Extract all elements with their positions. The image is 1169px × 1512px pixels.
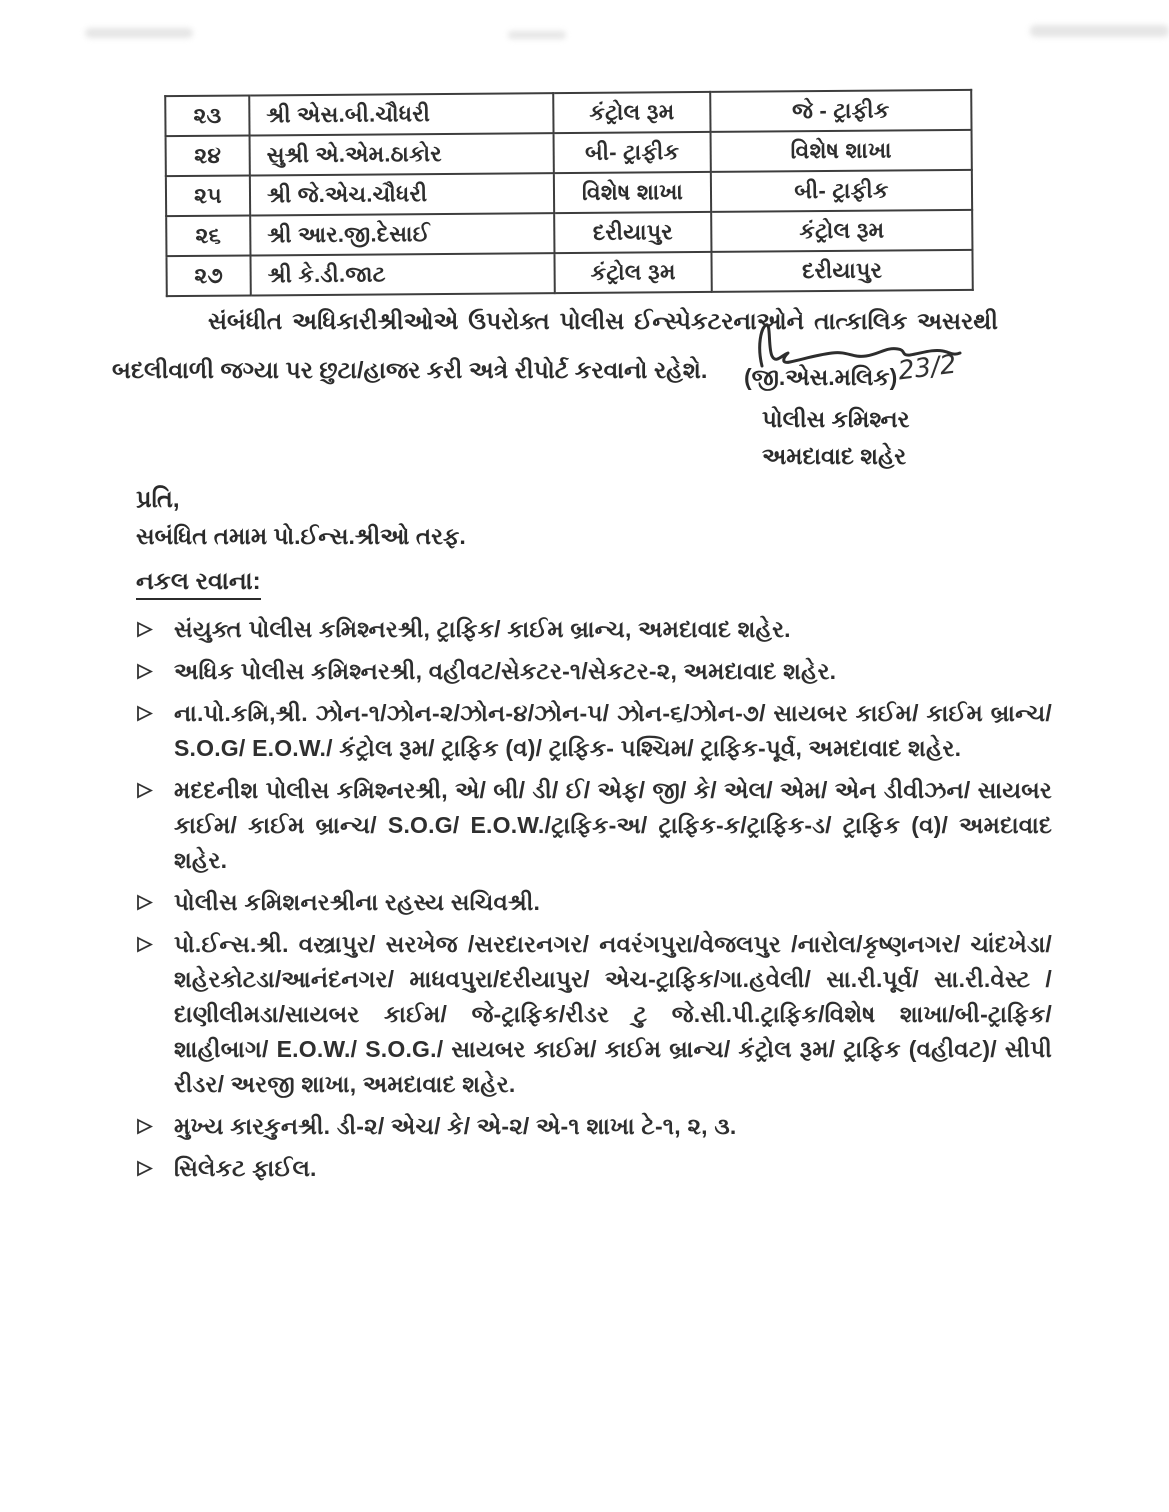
- to-label: પ્રતિ,: [136, 486, 180, 513]
- cell-serial: ૨૪: [166, 136, 250, 177]
- copies-heading: નકલ રવાના:: [136, 568, 261, 600]
- cell-post-to: કંટ્રોલ રૂમ: [711, 210, 972, 252]
- cell-serial: ૨૭: [166, 256, 250, 297]
- copy-item-text: અધિક પોલીસ કમિશ્નરશ્રી, વહીવટ/સેકટર-૧/સેકટર-૨, અમદાવાદ શહેર.: [174, 658, 837, 684]
- copy-item: [136, 885, 1052, 920]
- scan-smudge: [508, 31, 566, 39]
- address-block: [136, 486, 1052, 1193]
- arrow-bullet-icon: [136, 1151, 174, 1182]
- copy-item: [136, 773, 1052, 878]
- arrow-bullet-icon: [136, 654, 174, 685]
- copy-item-text: મદદનીશ પોલીસ કમિશ્નરશ્રી, એ/ બી/ ડી/ ઈ/ એફ/ જી/ કે/ એલ/ એમ/ એન ડીવીઝન/ સાયબર કાઈમ/ કાઈમ બ્રાન્ચ/ S.O.G/ E.O.W./ટ્રાફિક-અ/ ટ્રાફિક-ક/ટ્રાફિક-ડ/ ટ્રાફિક (વ)/ અમદાવાદ શહેર.: [174, 777, 1052, 873]
- copy-item: [136, 1109, 1052, 1144]
- signatory-name: (જી.એસ.મલિક): [744, 364, 898, 390]
- copy-item: [136, 927, 1052, 1102]
- cell-serial: ૨૬: [166, 216, 250, 257]
- cell-serial: ૨૩: [165, 96, 249, 137]
- copy-item: [136, 1151, 1052, 1186]
- cell-officer-name: સુશ્રી એ.એમ.ઠાકોર: [250, 133, 554, 175]
- cell-post-from: દરીયાપુર: [554, 212, 711, 253]
- to-recipient: સબંધિત તમામ પો.ઈન્સ.શ્રીઓ તરફ.: [136, 523, 466, 549]
- table-row: [166, 210, 972, 256]
- scan-smudge: [1030, 25, 1169, 37]
- copy-item-text: સિલેકટ ફાઈલ.: [174, 1155, 317, 1181]
- arrow-bullet-icon: [136, 612, 174, 643]
- arrow-bullet-icon: [136, 1109, 174, 1140]
- cell-post-from: બી- ટ્રાફીક: [554, 132, 711, 173]
- cell-officer-name: શ્રી કે.ડી.જાટ: [250, 253, 554, 295]
- table-row: [165, 90, 971, 136]
- arrow-bullet-icon: [136, 927, 174, 958]
- copies-list: [136, 612, 1052, 1186]
- copy-item-text: ના.પો.કમિ,શ્રી. ઝોન-૧/ઝોન-૨/ઝોન-૪/ઝોન-૫/ ઝોન-૬/ઝોન-૭/ સાયબર કાઈમ/ કાઈમ બ્રાન્ચ/ S.O.G/ E.O.W./ કંટ્રોલ રૂમ/ ટ્રાફિક (વ)/ ટ્રાફિક- પશ્ચિમ/ ટ્રાફિક-પૂર્વ, અમદાવાદ શહેર.: [174, 700, 1052, 761]
- cell-post-to: બી- ટ્રાફીક: [711, 170, 972, 212]
- copy-item: [136, 696, 1052, 766]
- table-row: [166, 170, 972, 216]
- transfer-table: [164, 89, 974, 297]
- cell-officer-name: શ્રી એસ.બી.ચૌધરી: [249, 93, 553, 135]
- cell-post-from: કંટ્રોલ રૂમ: [553, 92, 710, 133]
- cell-post-to: વિશેષ શાખા: [711, 130, 972, 172]
- signatory-designation: પોલીસ કમિશ્નર: [762, 406, 910, 432]
- signature-block: [744, 318, 1044, 470]
- arrow-bullet-icon: [136, 885, 174, 916]
- signatory-place: અમદાવાદ શહેર: [762, 443, 907, 469]
- cell-post-from: વિશેષ શાખા: [554, 172, 711, 213]
- cell-serial: ૨૫: [166, 176, 250, 217]
- scan-smudge: [85, 28, 193, 38]
- order-paragraph: સંબંધીત અધિકારીશ્રીઓએ ઉપરોક્ત પોલીસ ઈન્સ્પેકટરનાઓને તાત્કાલિક અસરથી બદલીવાળી જગ્યા પર છુટા/હાજર કરી અત્રે રીપોર્ટ કરવાનો રહેશે.: [112, 308, 998, 383]
- cell-officer-name: શ્રી જે.એચ.ચૌધરી: [250, 173, 554, 215]
- copy-item-text: પોલીસ કમિશનરશ્રીના રહસ્ય સચિવશ્રી.: [174, 889, 541, 915]
- cell-post-to: જે - ટ્રાફીક: [710, 90, 971, 132]
- copy-item-text: સંયુક્ત પોલીસ કમિશ્નરશ્રી, ટ્રાફિક/ કાઈમ બ્રાન્ચ, અમદાવાદ શહેર.: [174, 616, 791, 642]
- signature-handwritten-date: 23/2: [896, 349, 959, 387]
- arrow-bullet-icon: [136, 696, 174, 727]
- table-row: [166, 130, 972, 176]
- copy-item: [136, 612, 1052, 647]
- copy-item: [136, 654, 1052, 689]
- cell-post-to: દરીયાપુર: [711, 250, 972, 292]
- arrow-bullet-icon: [136, 773, 174, 804]
- table-row: [166, 250, 972, 296]
- cell-officer-name: શ્રી આર.જી.દેસાઈ: [250, 213, 554, 255]
- cell-post-from: કંટ્રોલ રૂમ: [554, 252, 711, 293]
- copy-item-text: મુખ્ય કારકુનશ્રી. ડી-૨/ એચ/ કે/ એ-૨/ એ-૧ શાખા ટે-૧, ૨, ૩.: [174, 1113, 737, 1139]
- copy-item-text: પો.ઈન્સ.શ્રી. વસ્ત્રાપુર/ સરખેજ /સરદારનગર/ નવરંગપુરા/વેજલપુર /નારોલ/કૃષ્ણનગર/ ચાંદખેડા/શહેરકોટડા/આનંદનગર/ માધવપુરા/દરીયાપુર/ એચ-ટ્રાફિક/ગા.હવેલી/ સા.રી.પૂર્વ/ સા.રી.વેસ્ટ /દાણીલીમડા/સાયબર કાઈમ/ જે-ટ્રાફિક/રીડર ટુ જે.સી.પી.ટ્રાફિક/વિશેષ શાખા/બી-ટ્રાફિક/ શાહીબાગ/ E.O.W./ S.O.G./ સાયબર કાઈમ/ કાઈમ બ્રાન્ચ/ કંટ્રોલ રૂમ/ ટ્રાફિક (વહીવટ)/ સીપી રીડર/ અરજી શાખા, અમદાવાદ શહેર.: [174, 931, 1052, 1097]
